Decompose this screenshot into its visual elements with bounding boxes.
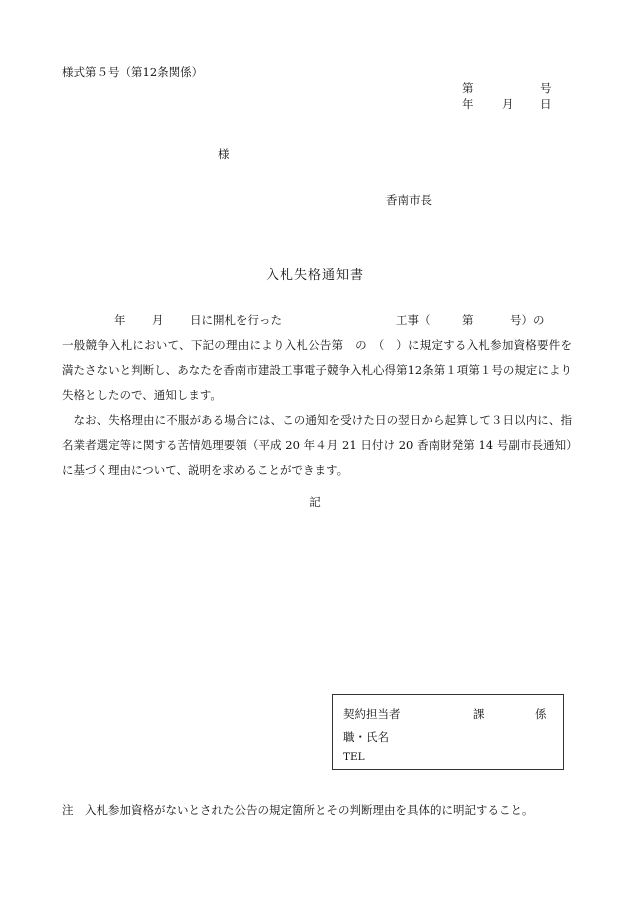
contact-box xyxy=(332,694,564,770)
sender: 香南市長 xyxy=(386,193,432,207)
form-number: 様式第５号（第12条関係） xyxy=(62,65,204,79)
p1-work: 工事（ xyxy=(396,313,431,327)
body-text xyxy=(62,308,572,483)
contact-section-label: 課 xyxy=(473,707,485,721)
addressee: 様 xyxy=(218,147,230,161)
contact-row-staff xyxy=(343,706,547,722)
document-title: 入札失格通知書 xyxy=(265,268,364,283)
contact-tel-label: TEL xyxy=(343,751,365,763)
footnote: 注 入札参加資格がないとされた公告の規定箇所とその判断理由を具体的に明記すること。 xyxy=(62,803,534,817)
paragraph-2: なお、失格理由に不服がある場合には、この通知を受けた日の翌日から起算して３日以内に、指名業者選定等に関する苦情処理要領（平成 20 年４月 21 日付け 20 香南財発第 14 号副市長通知）に基づく理由について、説明を求めることができます。 xyxy=(62,413,572,477)
contact-name-label: 職・氏名 xyxy=(343,730,389,744)
ki-heading: 記 xyxy=(309,495,321,509)
paragraph-1-rest: 一般競争入札において、下記の理由により入札公告第 の （ ）に規定する入札参加資格要件を満たさないと判断し、あなたを香南市建設工事電子競争入札心得第12条第１項第１号の規定により失格としたので、通知します。 xyxy=(62,338,572,402)
document-number xyxy=(462,80,552,96)
date-year-label: 年 xyxy=(462,97,474,111)
contact-unit-label: 係 xyxy=(535,707,547,721)
p1-month: 月 xyxy=(152,313,164,327)
date-day-label: 日 xyxy=(540,97,552,111)
p1-date-rest: 日に開札を行った xyxy=(190,313,282,327)
contact-label: 契約担当者 xyxy=(343,707,401,721)
number-label-go: 号 xyxy=(540,81,552,95)
p1-dai: 第 xyxy=(462,313,474,327)
p1-go: 号）の xyxy=(510,313,545,327)
p1-year: 年 xyxy=(114,313,126,327)
document-date xyxy=(462,96,552,112)
paragraph-1-first-line xyxy=(62,308,572,333)
number-label-dai: 第 xyxy=(462,81,474,95)
date-month-label: 月 xyxy=(502,97,514,111)
